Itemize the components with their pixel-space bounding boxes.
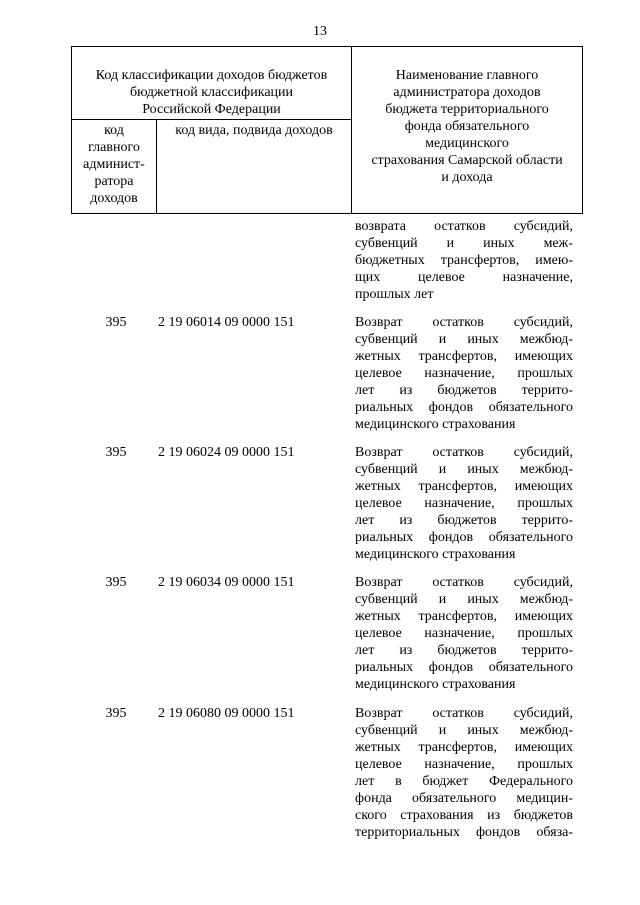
income-code: 2 19 06024 09 0000 151: [158, 445, 295, 460]
table-header: [71, 46, 583, 214]
header-name-title: Наименование главного администратора доходов бюджета территориального фонда обязательного медицинского страхования Самарской области и дохода: [371, 68, 563, 185]
income-description: Возврат остатков субсидий, субвенций и иных межбюд- жетных трансфертов, имеющих целевое назначение, прошлых лет в бюджет Федерального фонда обязательного медицин- ского страхования из бюджетов территориальных фондов обяза-: [355, 706, 573, 840]
header-group-title: Код классификации доходов бюджетов бюджетной классификации Российской Федерации: [95, 68, 328, 117]
income-description: Возврат остатков субсидий, субвенций и иных межбюд- жетных трансфертов, имеющих целевое назначение, прошлых лет из бюджетов террито- риальных фондов обязательного медицинского страхования: [355, 315, 573, 432]
income-code: 2 19 06080 09 0000 151: [158, 706, 295, 721]
admin-code: 395: [105, 575, 127, 590]
admin-code: 395: [105, 706, 127, 721]
page-number: 13: [313, 24, 327, 39]
income-description: Возврат остатков субсидий, субвенций и иных межбюд- жетных трансфертов, имеющих целевое назначение, прошлых лет из бюджетов террито- риальных фондов обязательного медицинского страхования: [355, 575, 573, 692]
admin-code: 395: [105, 445, 127, 460]
header-admin-code: код главного админист- ратора доходов: [83, 123, 145, 206]
continuation-description: возврата остатков субсидий, субвенций и иных меж- бюджетных трансфертов, имею- щих целевое назначение, прошлых лет: [355, 219, 573, 302]
admin-code: 395: [105, 315, 127, 330]
income-code: 2 19 06034 09 0000 151: [158, 575, 295, 590]
header-divider-horizontal: [72, 119, 351, 120]
header-income-code: код вида, подвида доходов: [175, 123, 333, 138]
income-description: Возврат остатков субсидий, субвенций и иных межбюд- жетных трансфертов, имеющих целевое назначение, прошлых лет из бюджетов террито- риальных фондов обязательного медицинского страхования: [355, 445, 573, 562]
income-code: 2 19 06014 09 0000 151: [158, 315, 295, 330]
